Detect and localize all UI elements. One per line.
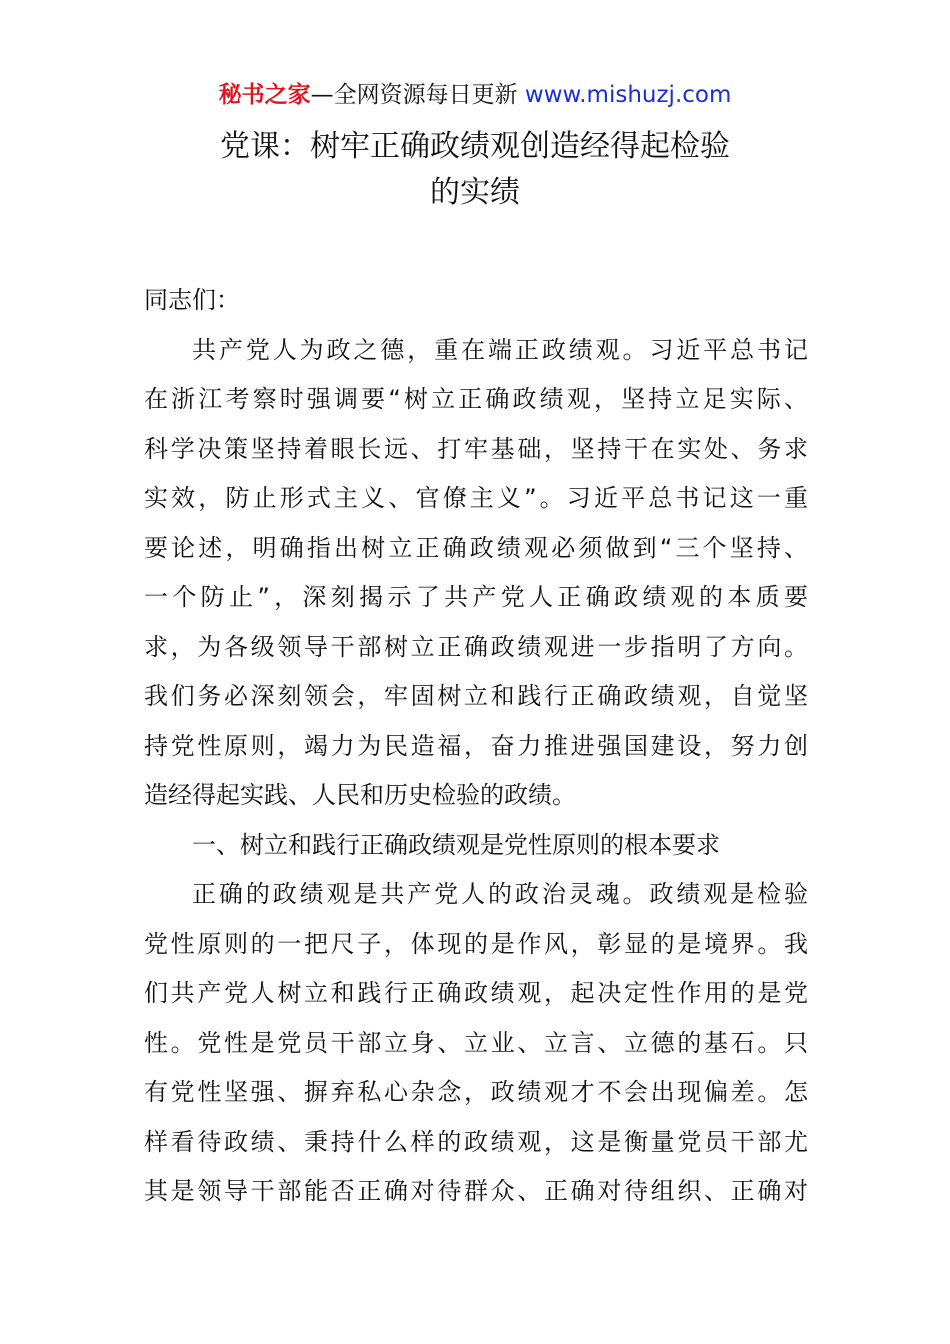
- body-line: 一个防止”，深刻揭示了共产党人正确政绩观的本质要: [144, 583, 808, 611]
- body-line: 共产党人为政之德，重在端正政绩观。习近平总书记: [192, 335, 808, 364]
- title-line-2: 的实绩: [430, 175, 520, 210]
- title-line-1: 党课：树牢正确政绩观创造经得起检验: [220, 129, 730, 164]
- salutation: 同志们：: [144, 286, 240, 314]
- document-body: [144, 276, 808, 1217]
- body-line: 要论述，明确指出树立正确政绩观必须做到“三个坚持、: [144, 533, 808, 562]
- body-line: 样看待政绩、秉持什么样的政绩观，这是衡量党员干部尤: [144, 1127, 808, 1156]
- body-line: 党性原则的一把尺子，体现的是作风，彰显的是境界。我: [144, 929, 808, 958]
- body-line: 们共产党人树立和践行正确政绩观，起决定性作用的是党: [144, 979, 808, 1007]
- site-url[interactable]: www.mishuzj.com: [524, 82, 732, 108]
- body-line: 其是领导干部能否正确对待群众、正确对待组织、正确对: [144, 1177, 808, 1205]
- body-line: 求，为各级领导干部树立正确政绩观进一步指明了方向。: [144, 632, 808, 661]
- site-brand: 秘书之家: [218, 82, 311, 108]
- body-line: 正确的政绩观是共产党人的政治灵魂。政绩观是检验: [192, 880, 808, 908]
- body-line: 实效，防止形式主义、官僚主义”。习近平总书记这一重: [144, 484, 808, 512]
- section-heading: 一、树立和践行正确政绩观是党性原则的根本要求: [192, 830, 720, 859]
- body-line: 我们务必深刻领会，牢固树立和践行正确政绩观，自觉坚: [144, 682, 808, 710]
- body-line: 持党性原则，竭力为民造福，奋力推进强国建设，努力创: [144, 731, 808, 760]
- body-line: 造经得起实践、人民和历史检验的政绩。: [144, 781, 576, 809]
- site-tagline: —全网资源每日更新: [310, 82, 518, 108]
- body-line: 在浙江考察时强调要“树立正确政绩观，坚持立足实际、: [144, 385, 808, 413]
- body-line: 科学决策坚持着眼长远、打牢基础，坚持干在实处、务求: [144, 434, 808, 463]
- body-line: 有党性坚强、摒弃私心杂念，政绩观才不会出现偏差。怎: [144, 1078, 808, 1106]
- body-line: 性。党性是党员干部立身、立业、立言、立德的基石。只: [144, 1028, 808, 1057]
- document-title: [120, 124, 830, 216]
- site-header: [0, 78, 950, 112]
